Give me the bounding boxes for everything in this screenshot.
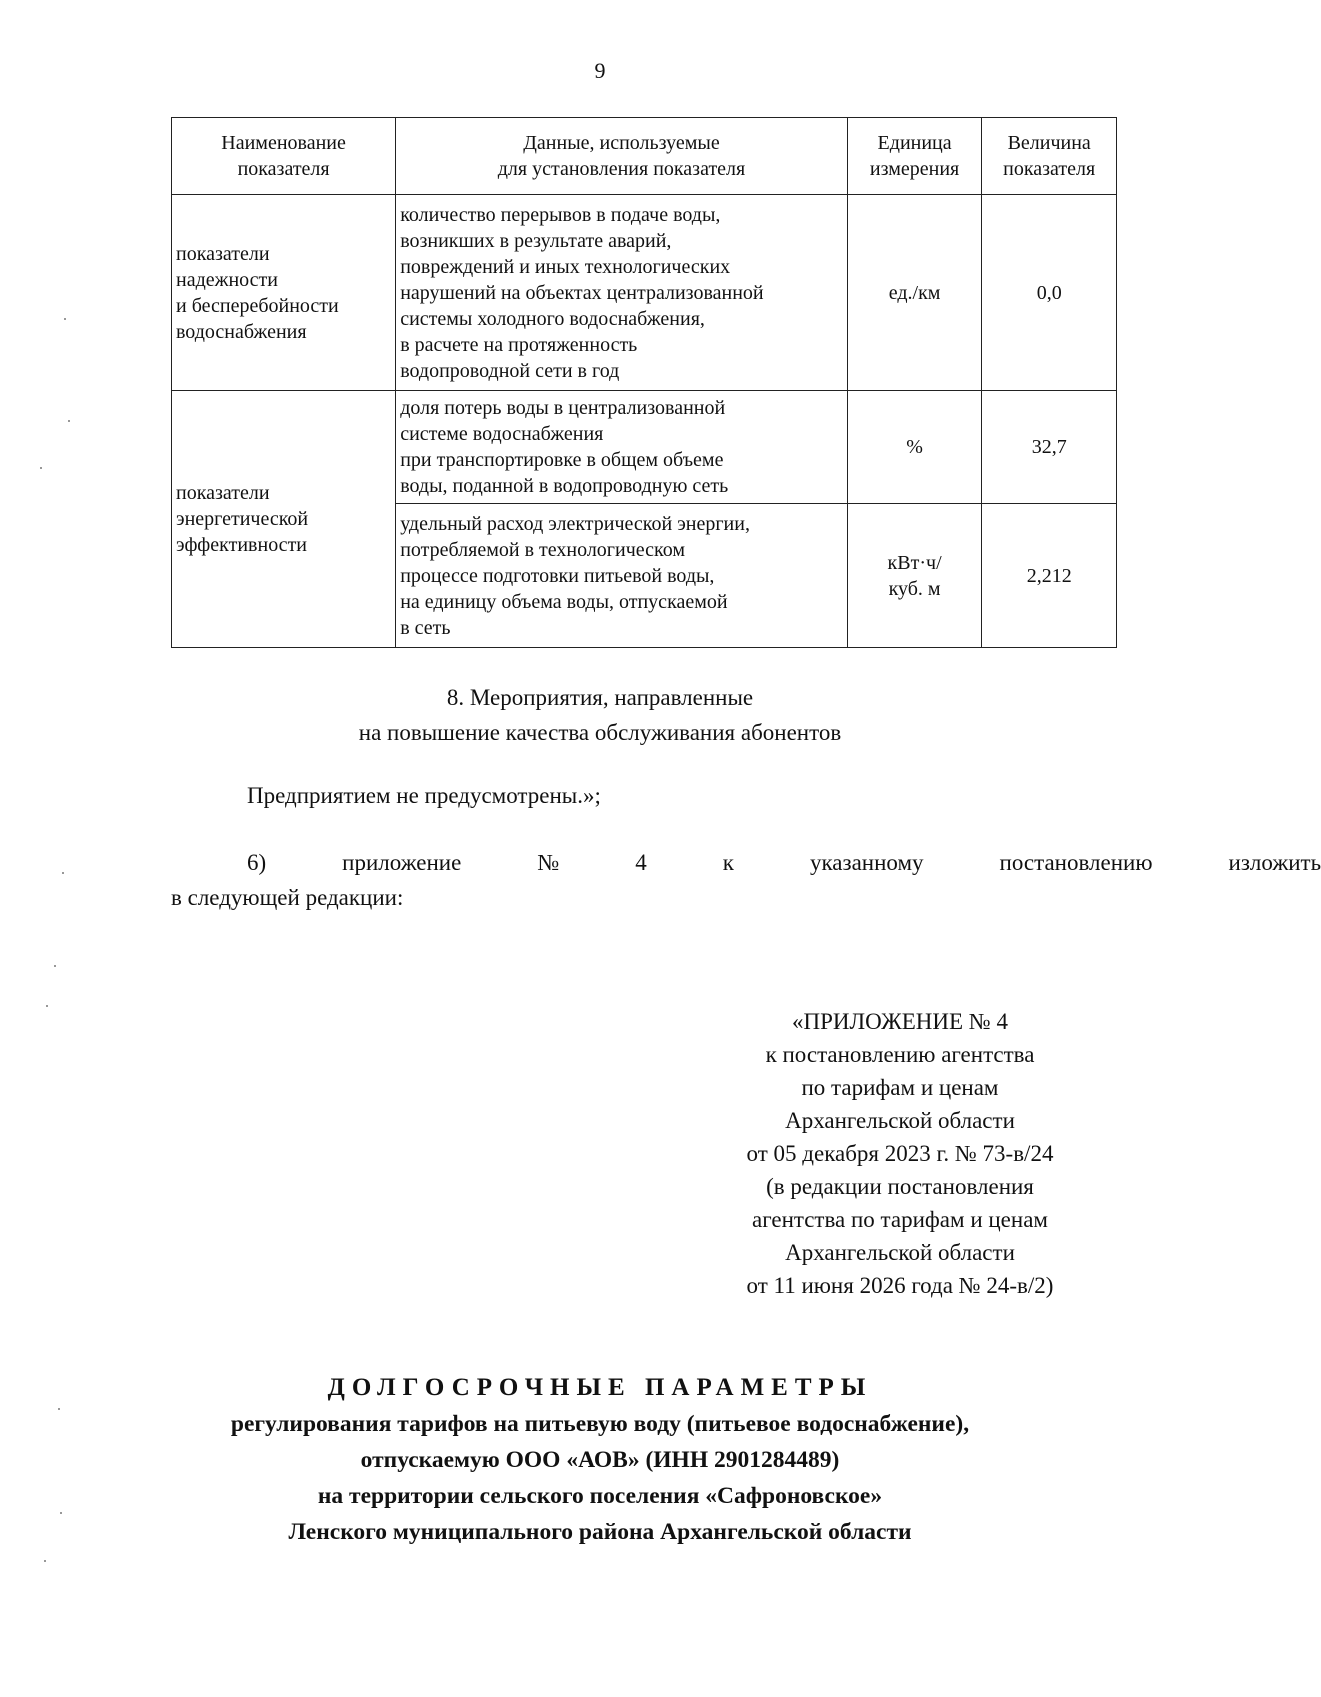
- item-6-line-1: 6) приложение № 4 к указанному постановлению изложить: [247, 850, 1321, 875]
- item-6-line-2: в следующей редакции:: [171, 885, 404, 910]
- reliability-value-cell: 0,0: [982, 195, 1117, 391]
- water-loss-unit-cell: %: [847, 391, 982, 504]
- header-unit: Единица измерения: [847, 118, 982, 195]
- table-header-row: [172, 118, 1117, 195]
- item-6-paragraph: [171, 845, 1321, 915]
- reliability-unit-cell: ед./км: [847, 195, 982, 391]
- scan-speck: [44, 1560, 46, 1562]
- scan-speck: [60, 1512, 62, 1514]
- reliability-data-cell: количество перерывов в подаче воды, возникших в результате аварий, повреждений и иных технологических нарушений на объектах централизованной системы холодного водоснабжения, в расчете на протяженность водопроводной сети в год: [396, 195, 848, 391]
- appendix-header: «ПРИЛОЖЕНИЕ № 4 к постановлению агентства по тарифам и ценам Архангельской области от 05 декабря 2023 г. № 73-в/24 (в редакции постановления агентства по тарифам и ценам Архангельской области от 11 июня 2026 года № 24-в/2): [746, 1009, 1054, 1298]
- water-loss-value-cell: 32,7: [982, 391, 1117, 504]
- scan-speck: [40, 467, 42, 469]
- scan-speck: [46, 1005, 48, 1007]
- document-title: [0, 1370, 1200, 1550]
- scan-speck: [62, 872, 64, 874]
- scan-speck: [54, 965, 56, 967]
- scan-speck: [64, 318, 66, 320]
- title-line: Ленского муниципального района Архангельской области: [288, 1519, 912, 1545]
- section-8-heading: 8. Мероприятия, направленные на повышение качества обслуживания абонентов: [358, 685, 842, 745]
- table-row: [172, 195, 1117, 391]
- header-indicator-data: Данные, используемые для установления показателя: [396, 118, 848, 195]
- title-line: отпускаемую ООО «АОВ» (ИНН 2901284489): [360, 1447, 840, 1473]
- energy-name-cell: показатели энергетической эффективности: [172, 391, 396, 648]
- reliability-name-cell: показатели надежности и бесперебойности водоснабжения: [172, 195, 396, 391]
- electricity-value-cell: 2,212: [982, 504, 1117, 648]
- scan-speck: [58, 1408, 60, 1410]
- indicators-table: [171, 117, 1117, 648]
- electricity-data-cell: удельный расход электрической энергии, потребляемой в технологическом процессе подготовки питьевой воды, на единицу объема воды, отпускаемой в сеть: [396, 504, 848, 648]
- water-loss-data-cell: доля потерь воды в централизованной системе водоснабжения при транспортировке в общем объеме воды, поданной в водопроводную сеть: [396, 391, 848, 504]
- header-indicator-name: Наименование показателя: [172, 118, 396, 195]
- page-number: 9: [594, 58, 606, 83]
- electricity-unit-cell: кВт·ч/ куб. м: [847, 504, 982, 648]
- title-line: регулирования тарифов на питьевую воду (питьевое водоснабжение),: [230, 1411, 970, 1437]
- title-line: на территории сельского поселения «Сафроновское»: [317, 1483, 883, 1509]
- section-8-text: Предприятием не предусмотрены.»;: [247, 783, 601, 808]
- header-value: Величина показателя: [982, 118, 1117, 195]
- scan-speck: [68, 420, 70, 422]
- table-row: [172, 391, 1117, 504]
- title-main: ДОЛГОСРОЧНЫЕ ПАРАМЕТРЫ: [327, 1374, 873, 1401]
